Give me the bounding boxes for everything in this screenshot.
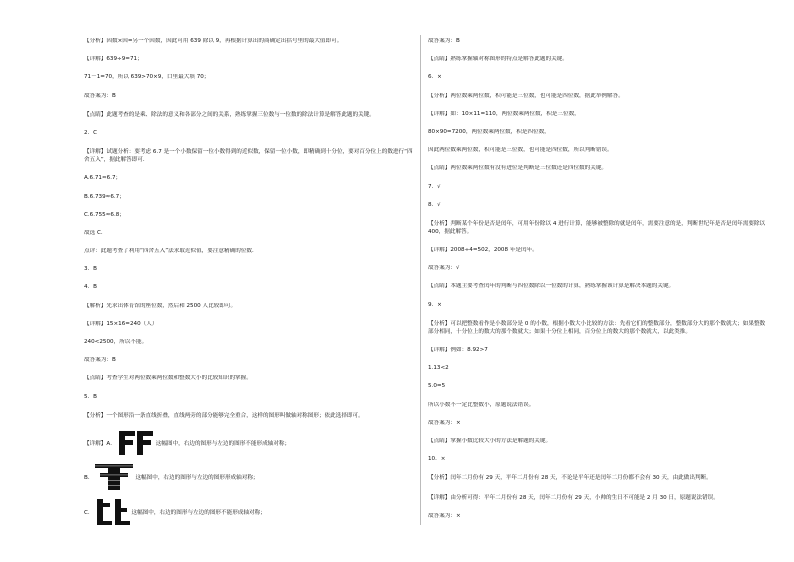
- text-line: 【点睛】两位数乘两位数有没有进位是判断是三位数还是四位数的关键。: [428, 165, 608, 172]
- figure-tag: B．: [84, 474, 94, 481]
- text-line: 【详解】如：10×11=110，两位数乘两位数，积是三位数，: [428, 110, 580, 117]
- text-line: 10．×: [428, 456, 446, 463]
- text-line: 6．×: [428, 74, 442, 81]
- figure-tag: C．: [84, 509, 94, 516]
- text-line: B.6.739≈6.7；: [84, 193, 125, 200]
- text-line: 9．×: [428, 301, 442, 308]
- text-line: 【详解】例如：8.92>7: [428, 347, 488, 353]
- figure-caption: 这幅图中，右边的图形与左边的图形不能形成轴对称；: [131, 509, 266, 516]
- text-paragraph: 【分析】一个图形沿一条直线折叠，直线两旁的部分能够完全重合，这样的图形叫做轴对称图形；依此选择即可。: [84, 412, 364, 419]
- flipped-f-icon: [96, 499, 130, 525]
- text-line: 故答案为：B: [428, 38, 460, 44]
- text-line: 【详解】2008÷4=502，2008 年是闰年。: [428, 247, 538, 254]
- column-divider: [420, 35, 421, 525]
- text-line: 【点睛】考查学生对两位数乘两位数和整数大小的比较知识的掌握。: [84, 375, 252, 382]
- text-line: 故选 C．: [84, 229, 107, 236]
- text-line: 【详解】15×16=240（人）: [84, 320, 158, 327]
- text-line: 故答案为：×: [428, 512, 461, 519]
- text-line: 故答案为：√: [428, 265, 460, 272]
- text-line: 【解析】先求出体育馆的座位数，然后和 2500 人比较即可。: [84, 302, 237, 309]
- text-line: 4．B: [84, 284, 97, 291]
- text-line: 2．C: [84, 129, 98, 136]
- text-line: 【点睛】熟练掌握轴对称图形的特点是解答此题的关键。: [428, 56, 568, 63]
- text-paragraph: 【点睛】此题考查的是乘、除法的意义和各部分之间的关系，熟练掌握三位数与一位数的除法计算是解答此题的关键。: [84, 111, 375, 118]
- figure-caption: 这幅图中，右边的图形与左边的图形形成轴对称；: [135, 474, 259, 481]
- text-paragraph: 【分析】判断某个年份是否是闰年，可用年份除以 4 进行计算，能够被整除的就是闰年，需要注意的是，判断世纪年是否是闰年需要除以 400，据此解答。: [428, 220, 766, 235]
- text-line: 因此两位数乘两位数，积可能是三位数，也可能是四位数，所以判断错误。: [428, 147, 613, 154]
- text-line: A.6.71≈6.7；: [84, 175, 122, 182]
- figure-option-c: [84, 499, 414, 525]
- text-line: 【点睛】本题主要考查闰年的判断与四位数除以一位数的计算，熟练掌握该计算是解决本题的关键。: [428, 283, 675, 290]
- text-paragraph: 【详解】试题分析：要考虑 6.7 是一个小数保留一位小数得到的近似数，保留一位小数，即精确到十分位，要对百分位上的数进行“四舍五入”，据此解答即可．: [84, 149, 413, 164]
- text-line: C.6.755≈6.8；: [84, 211, 125, 218]
- text-line: 【点睛】掌握小数比较大小的方法是解题的关键。: [428, 437, 552, 444]
- text-line: 3．B: [84, 266, 97, 273]
- text-line: 80×90=7200，两位数乘两位数，积是四位数，: [428, 128, 550, 135]
- text-line: 5．B: [84, 393, 97, 400]
- text-paragraph: 【详解】由分析可得：平年二月份有 28 天，闰年二月份有 29 天，小帅的生日不可能是 2 月 30 日，原题说法错误。: [428, 494, 719, 501]
- text-line: 所以小数不一定比整数小，原题说法错误。: [428, 401, 535, 408]
- figure-option-b: [84, 464, 414, 490]
- text-line: 71－1=70，所以 639>70×9，口里最大填 70；: [84, 74, 210, 81]
- right-column: [428, 38, 768, 531]
- text-paragraph: 【分析】可以把整数看作是小数部分是 0 的小数，根据小数大小比较的方法：先看它们的整数部分，整数部分大的那个数就大；如果整数部分相同，十分位上的数大的那个数就大；如果十分位上相同，百分位上的数大的那个数就大，以此类推。: [428, 320, 766, 335]
- text-line: 7．√: [428, 183, 441, 190]
- text-line: 故答案为：B: [84, 92, 116, 99]
- figure-caption: 这幅图中，右边的图形与左边的图形不能形成轴对称；: [155, 440, 291, 447]
- text-line: 5.0=5: [428, 383, 446, 390]
- text-line: 【分析】两位数乘两位数，积可能是三位数，也可能是四位数，据此举例解答。: [428, 92, 624, 99]
- text-line: 1.13<2: [428, 365, 449, 372]
- text-line: 点评：此题考查了利用“四舍五入”法求取近似值，要注意精确的位数．: [84, 248, 258, 255]
- figure-option-a: [84, 431, 414, 455]
- text-line: 8．√: [428, 201, 441, 208]
- text-line: 【分析】因数×因=另一个因数，因此可用 639 除以 9，再根据计算出的商确定出括号里的最大值即可。: [84, 38, 343, 44]
- text-paragraph: 【分析】闰年二月份有 29 天，平年二月份有 28 天，不论是平年还是闰年二月份都不会有 30 天，由此做出判断。: [428, 475, 712, 482]
- text-line: 故答案为：×: [428, 419, 461, 426]
- text-line: 【详解】639÷9=71；: [84, 56, 143, 63]
- mirrored-f-icon: [95, 464, 133, 490]
- left-column: [84, 38, 414, 534]
- text-line: 240<2500，所以不能。: [84, 339, 148, 345]
- figure-tag: 【详解】A．: [84, 440, 116, 447]
- ff-icon: [118, 431, 154, 455]
- text-line: 故答案为：B: [84, 357, 116, 364]
